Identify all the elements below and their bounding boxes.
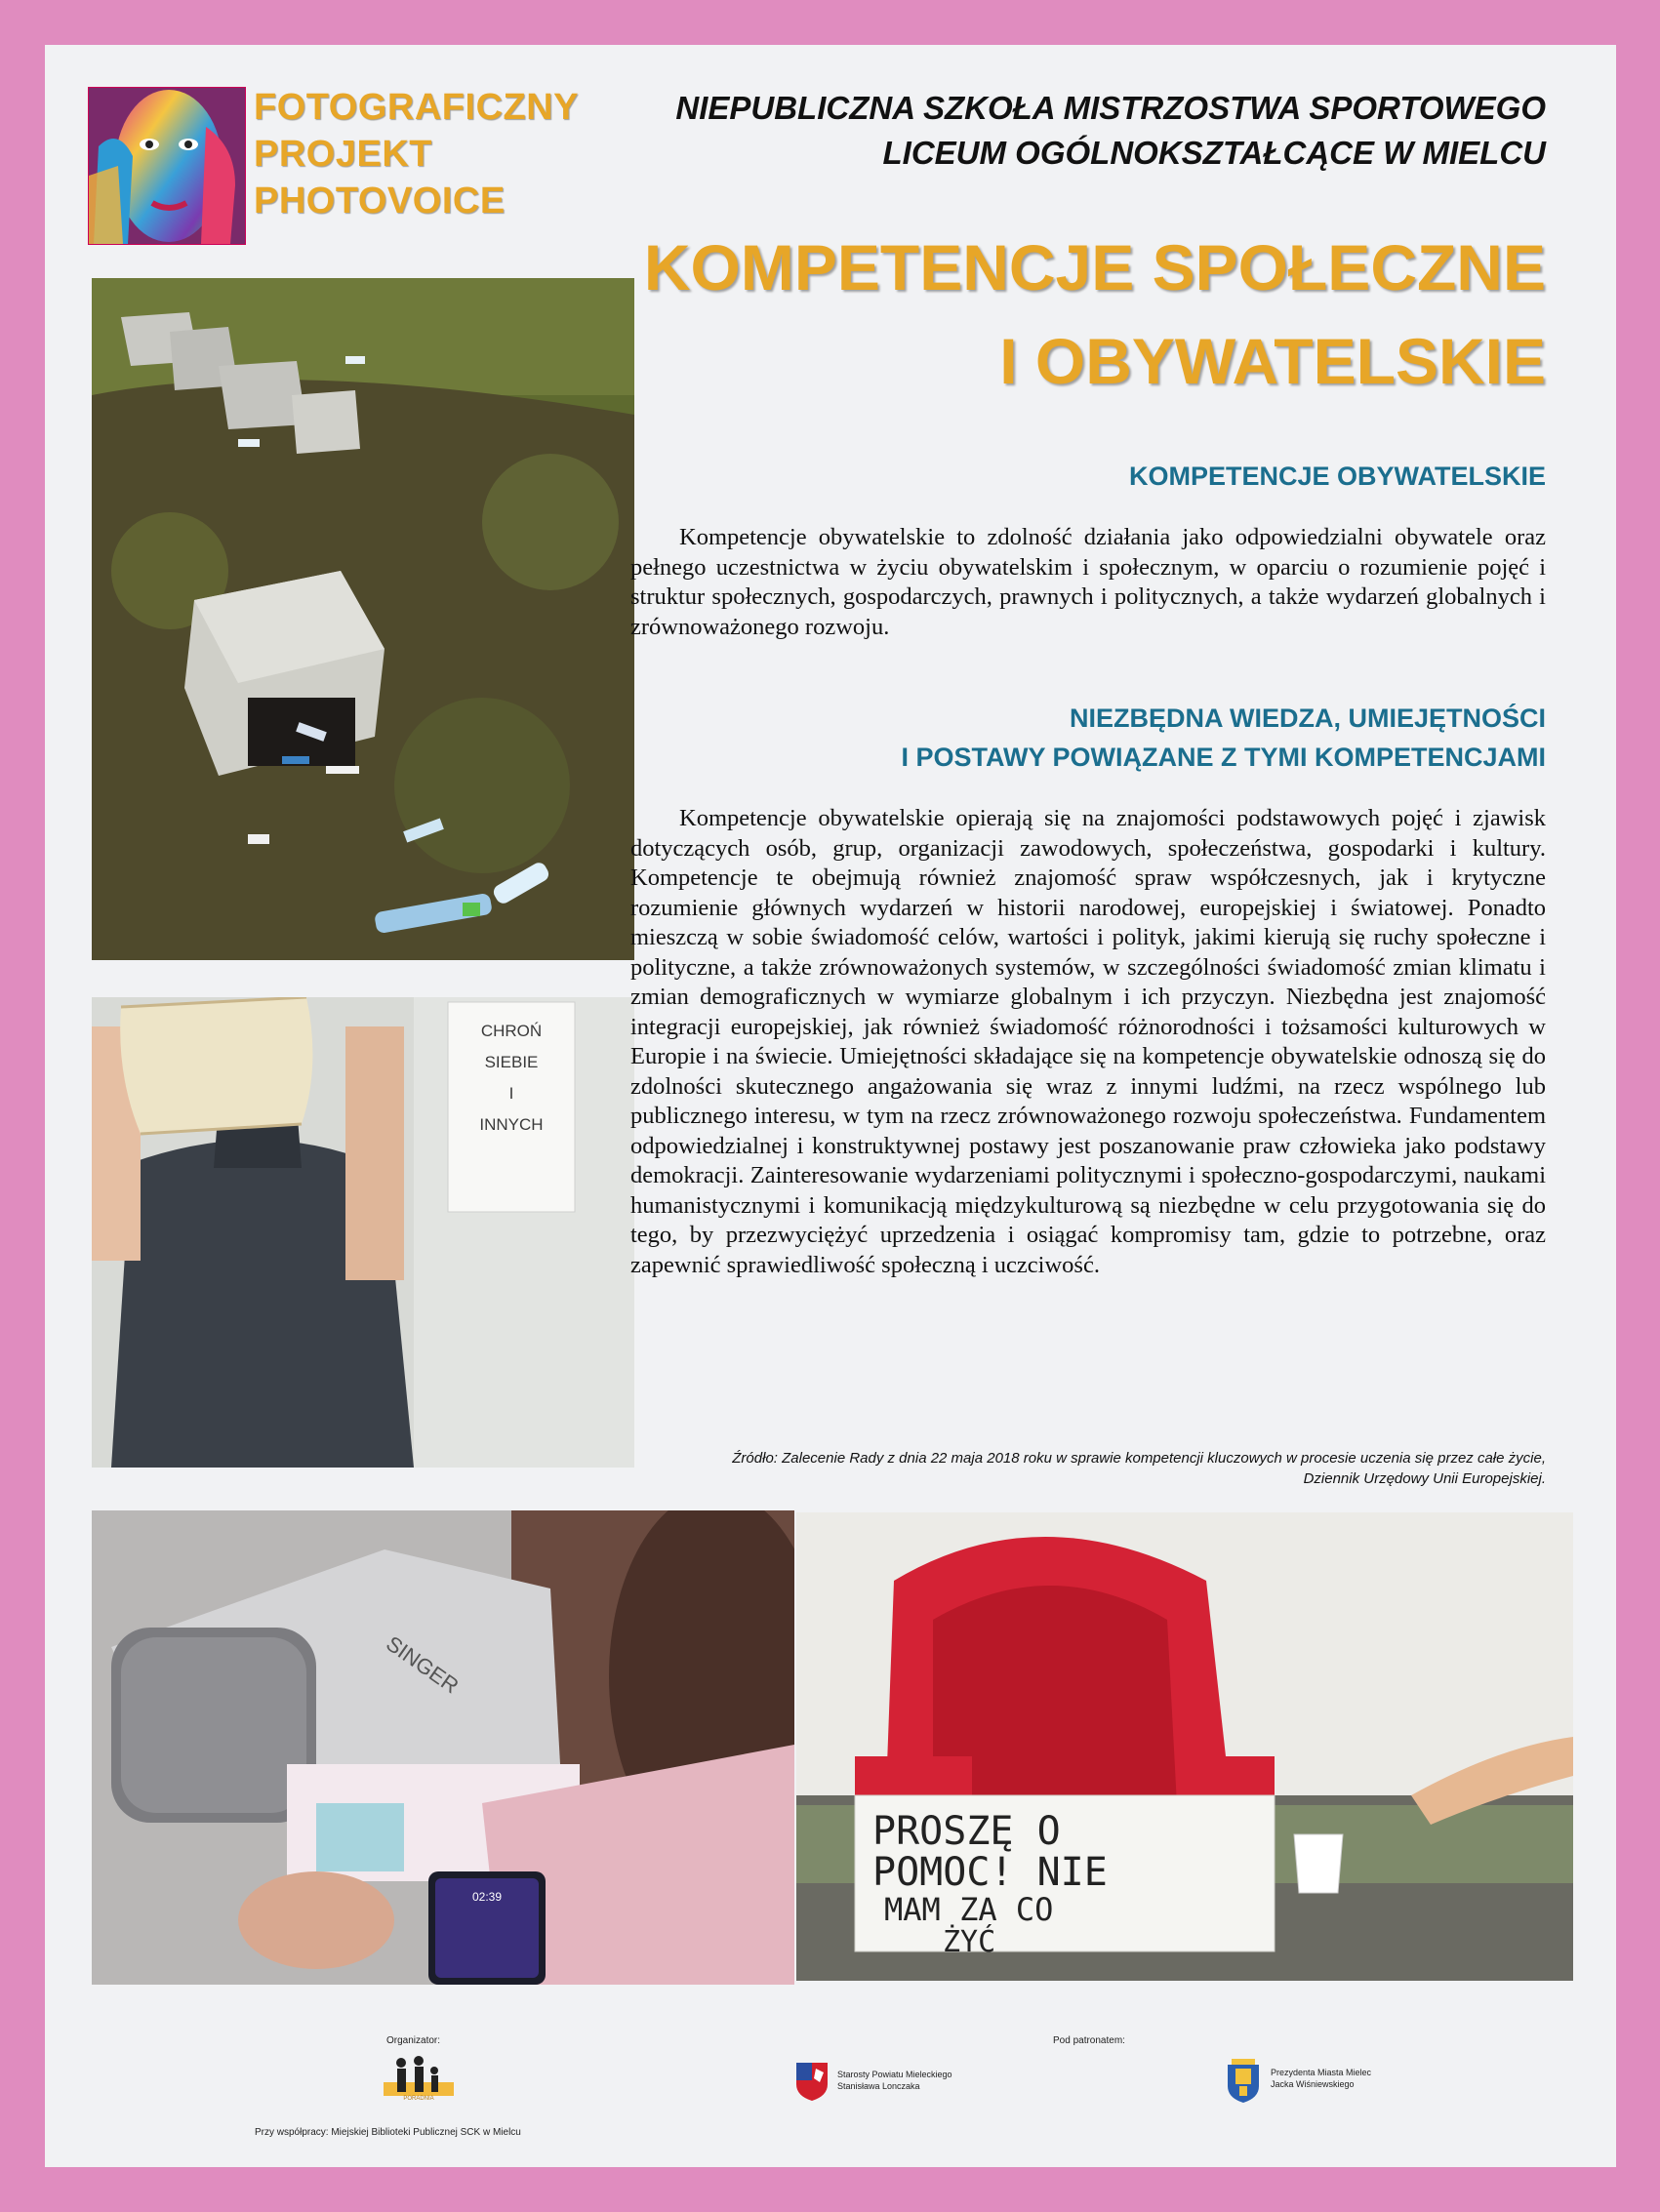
photo-mask <box>92 997 634 1468</box>
city-crest-icon <box>1224 2059 1263 2104</box>
machine-brand: SINGER <box>382 1630 464 1699</box>
phone-time: 02:39 <box>471 1890 503 1904</box>
patron1-line: Stanisława Lonczaka <box>837 2081 920 2091</box>
mask-sign-line: SIEBIE <box>484 1053 539 1071</box>
littered-park-image <box>92 278 634 960</box>
cooperation-note: Przy współpracy: Miejskiej Biblioteki Publicznej SCK w Mielcu <box>255 2127 521 2138</box>
photo-sewing-machine <box>92 1510 794 1985</box>
poster <box>45 45 1616 2167</box>
patron2-text <box>1271 2067 1371 2090</box>
help-sign-line: PROSZĘ O <box>872 1809 1061 1854</box>
patron2-line: Prezydenta Miasta Mielec <box>1271 2068 1372 2077</box>
section2-heading-line: I POSTAWY POWIĄZANE Z TYMI KOMPETENCJAMI <box>901 743 1546 772</box>
patronage-label: Pod patronatem: <box>1053 2035 1125 2046</box>
mask-image <box>92 997 634 1468</box>
school-line: LICEUM OGÓLNOKSZTAŁCĄCE W MIELCU <box>882 135 1546 171</box>
mask-sign-line: INNYCH <box>479 1115 544 1134</box>
photo-littered-park <box>92 278 634 960</box>
family-logo-icon <box>380 2053 458 2111</box>
help-sign-line: ŻYĆ <box>943 1925 996 1959</box>
section1-heading: KOMPETENCJE OBYWATELSKIE <box>1128 462 1546 491</box>
griffin-crest-icon <box>794 2061 830 2102</box>
section2-text: Kompetencje obywatelskie opierają się na znajomości podstawowych pojęć i zjawisk dotyczących osób, grup, organizacji zawodowych, społeczeństwa, gospodarki i kultury. Kompetencje te obejmują również znajomość spraw współczesnych, jak i krytyczne rozumienie głównych wydarzeń w historii narodowej, europejskiej i światowej. Ponadto mieszczą w sobie świadomość celów, wartości i polityk, jakimi kierują się ruchy społeczne i polityczne, a także zrównoważonych systemów, w szczególności świadomość zmian klimatu i zmian demograficznych w wymiarze globalnym i ich przyczyn. Niezbędna jest znajomość integracji europejskiej, jak również świadomość różnorodności i tożsamości kulturowych w Europie i na świecie. Umiejętności składające się na kompetencje obywatelskie odnoszą się do zdolności skutecznego angażowania się wraz z innymi ludźmi, na rzecz wspólnego lub publicznego interesu, w tym na rzecz zrównoważonego rozwoju społeczeństwa. Fundamentem odpowiedzialnej i konstruktywnej postawy jest poszanowanie praw człowieka jako podstawy demokracji. Zainteresowanie wydarzeniami politycznymi i społeczno-gospodarczymi, naukami humanistycznymi i komunikacją międzykulturową są niezbędne w celu przygotowania się do tego, by przezwyciężyć uprzedzenia i osiągać kompromisy tam, gdzie to potrzebne, oraz zapewnić sprawiedliwość społeczną i uczciwość. <box>630 805 1546 1278</box>
section2-heading-line: NIEZBĘDNA WIEDZA, UMIEJĘTNOŚCI <box>1069 704 1546 733</box>
title-line: I OBYWATELSKIE <box>999 325 1546 397</box>
project-logo-image <box>88 87 246 245</box>
powiat-crest <box>794 2061 830 2102</box>
school-line: NIEPUBLICZNA SZKOŁA MISTRZOSTWA SPORTOWEGO <box>675 90 1546 126</box>
red-hood-image <box>796 1512 1573 1981</box>
painted-face-icon <box>89 88 245 244</box>
photo-red-hood <box>796 1512 1573 1981</box>
organizer-logo <box>380 2053 458 2111</box>
organizer-label: Organizator: <box>386 2035 441 2046</box>
help-sign-line: MAM ZA CO <box>884 1891 1054 1928</box>
project-line: PHOTOVOICE <box>254 181 506 221</box>
project-line: FOTOGRAFICZNY <box>254 87 580 128</box>
source-citation <box>628 1448 1546 1489</box>
help-sign-line: POMOC! NIE <box>872 1850 1108 1895</box>
source-line: Źródło: Zalecenie Rady z dnia 22 maja 2018 roku w sprawie kompetencji kluczowych w procesie uczenia się przez całe życie, <box>732 1450 1546 1467</box>
patron1-text <box>837 2069 952 2092</box>
project-title <box>254 84 605 224</box>
mielec-crest <box>1224 2059 1263 2104</box>
source-line: Dziennik Urzędowy Unii Europejskiej. <box>1303 1470 1546 1487</box>
section2-heading <box>668 699 1546 777</box>
mask-sign-line: I <box>508 1084 514 1103</box>
mask-sign-line: CHROŃ <box>480 1022 543 1040</box>
school-name <box>570 86 1546 176</box>
patron2-line: Jacka Wiśniewskiego <box>1271 2079 1355 2089</box>
section1-text: Kompetencje obywatelskie to zdolność działania jako odpowiedzialni obywatele oraz pełnego uczestnictwa w życiu obywatelskim i społecznym, w oparciu o rozumienie pojęć i struktur społecznych, gospodarczych, prawnych i politycznych, a także wydarzeń globalnych i zrównoważonego rozwoju. <box>630 524 1546 640</box>
project-line: PROJEKT <box>254 134 432 175</box>
organizer-name: PORADNIA <box>403 2096 434 2102</box>
sewing-machine-image <box>92 1510 794 1985</box>
patron1-line: Starosty Powiatu Mieleckiego <box>837 2070 952 2079</box>
title-line: KOMPETENCJE SPOŁECZNE <box>643 231 1546 303</box>
page-title <box>570 221 1546 408</box>
